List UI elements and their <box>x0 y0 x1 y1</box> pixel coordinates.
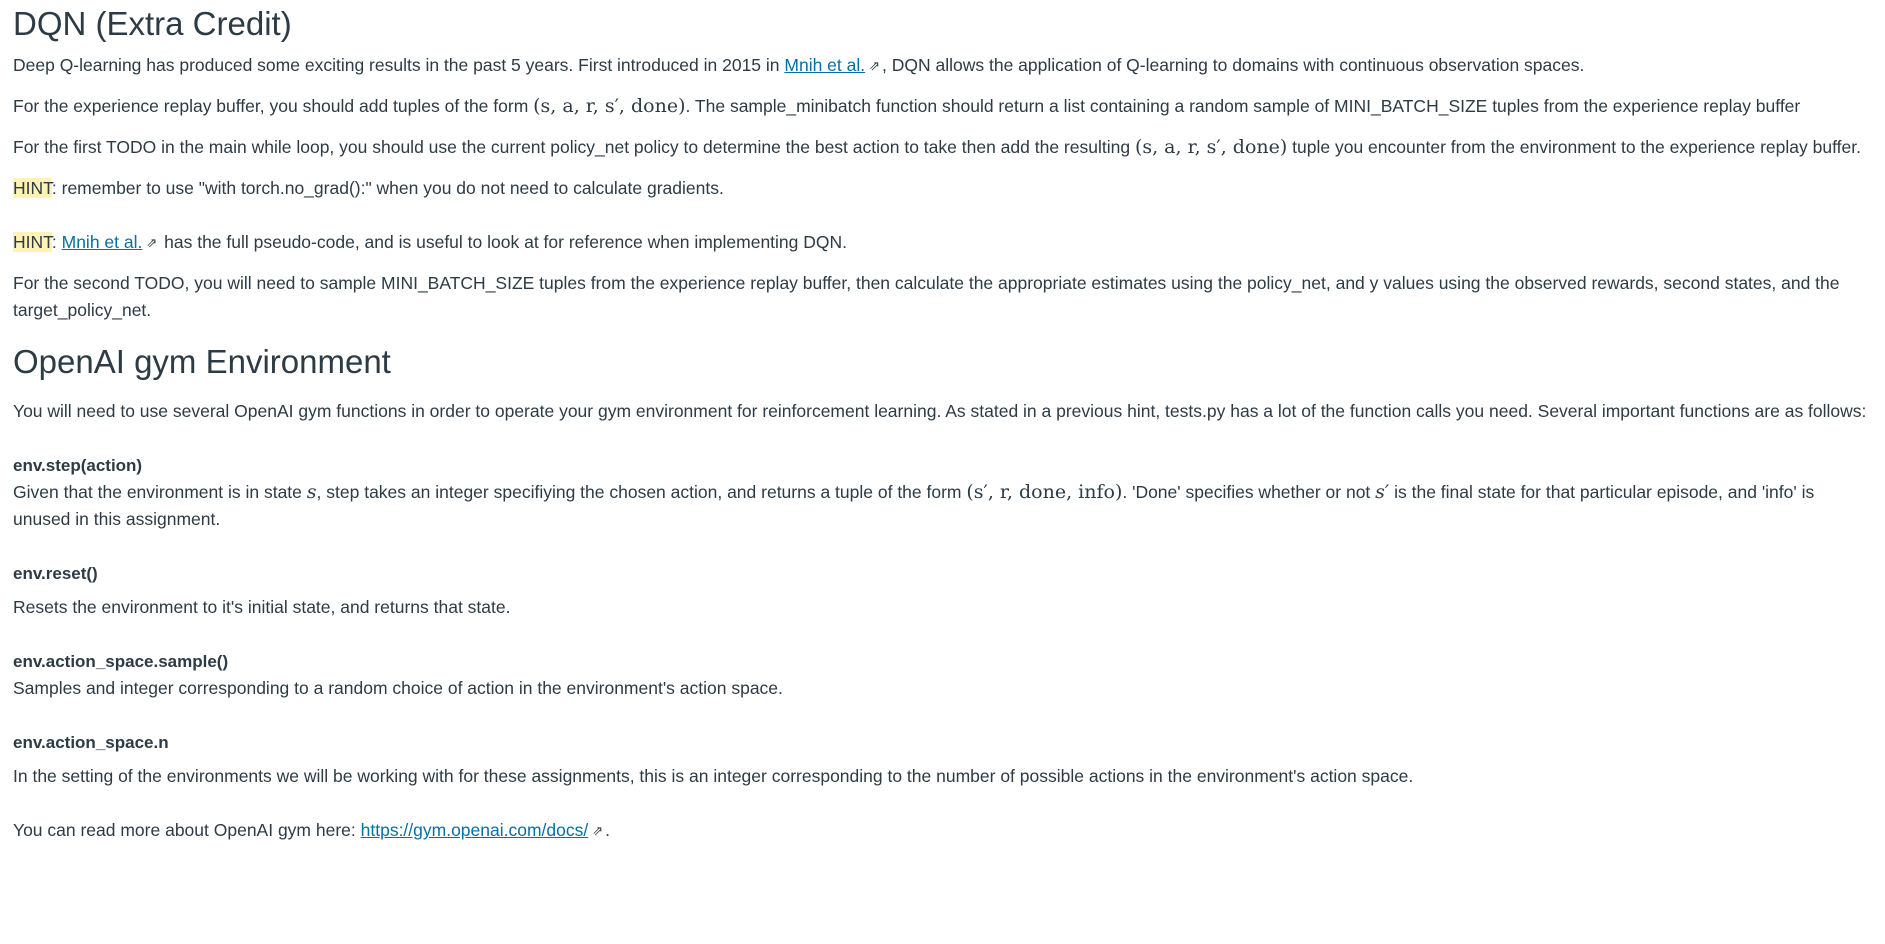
env-n-name: env.action_space.n <box>13 733 169 752</box>
second-todo-paragraph: For the second TODO, you will need to sample MINI_BATCH_SIZE tuples from the experience replay buffer, then calculate the appropriate estimates using the policy_net, and y values using the observed rewards, second states, and the target_policy_net. <box>13 273 1840 320</box>
gym-heading: OpenAI gym Environment <box>13 343 391 380</box>
dqn-intro-paragraph <box>13 52 1873 79</box>
env-sample-block <box>13 648 1873 702</box>
external-link-icon: ⇗ <box>146 235 158 250</box>
env-step-text-b: , step takes an integer specifiying the chosen action, and returns a tuple of the form <box>316 482 967 502</box>
read-more-text-b: . <box>605 820 611 840</box>
env-n-desc: In the setting of the environments we will be working with for these assignments, this is an integer corresponding to the number of possible actions in the environment's action space. <box>13 766 1414 786</box>
replay-buffer-paragraph <box>13 93 1873 120</box>
env-step-name: env.step(action) <box>13 456 143 475</box>
hint2-colon: : <box>51 232 62 252</box>
external-link-icon: ⇗ <box>592 823 604 838</box>
hint-no-grad-paragraph <box>13 175 1873 202</box>
env-step-text-c: . 'Done' specifies whether or not <box>1122 482 1376 502</box>
assignment-content <box>13 0 1873 858</box>
first-todo-paragraph <box>13 134 1873 161</box>
hint-pseudocode-paragraph <box>13 229 1873 256</box>
env-sample-name: env.action_space.sample() <box>13 652 229 671</box>
mnih-link-hint[interactable]: Mnih et al. <box>61 232 143 252</box>
todo1-text-a: For the first TODO in the main while loop, you should use the current policy_net policy to determine the best action to take then add the resulting <box>13 137 1135 157</box>
todo1-tuple-math: (s, a, r, s′, done) <box>1134 136 1288 158</box>
env-reset-name: env.reset() <box>13 564 98 583</box>
mnih-link[interactable]: Mnih et al. <box>784 55 866 75</box>
hint-label: HINT <box>13 178 52 198</box>
env-n-block <box>13 729 1873 756</box>
todo1-text-b: tuple you encounter from the environment to the experience replay buffer. <box>1287 137 1861 157</box>
replay-tuple-math: (s, a, r, s′, done) <box>533 95 686 117</box>
state-s-math: s <box>306 481 317 503</box>
env-step-text-d: is the final state for that particular episode, and 'info' is unused in this assignment. <box>13 482 1815 529</box>
hint-label: HINT <box>13 232 52 252</box>
dqn-heading: DQN (Extra Credit) <box>13 5 292 42</box>
env-sample-desc: Samples and integer corresponding to a random choice of action in the environment's action space. <box>13 678 783 698</box>
step-return-tuple-math: (s′, r, done, info) <box>966 481 1123 503</box>
env-step-text-a: Given that the environment is in state <box>13 482 307 502</box>
env-step-block <box>13 452 1873 533</box>
read-more-paragraph <box>13 817 1873 844</box>
replay-text-a: For the experience replay buffer, you should add tuples of the form <box>13 96 534 116</box>
external-link-icon: ⇗ <box>869 58 881 73</box>
dqn-intro-text-b: , DQN allows the application of Q-learning to domains with continuous observation spaces. <box>882 55 1585 75</box>
dqn-intro-text-a: Deep Q-learning has produced some exciting results in the past 5 years. First introduced in 2015 in <box>13 55 785 75</box>
env-reset-block <box>13 560 1873 587</box>
gym-intro-paragraph: You will need to use several OpenAI gym functions in order to operate your gym environment for reinforcement learning. As stated in a previous hint, tests.py has a lot of the function calls you need. Several important functions are as follows: <box>13 401 1867 421</box>
gym-docs-link[interactable]: https://gym.openai.com/docs/ <box>360 820 589 840</box>
state-s-prime-math: s′ <box>1375 481 1390 503</box>
hint1-text: : remember to use "with torch.no_grad():" when you do not need to calculate gradients. <box>51 178 724 198</box>
replay-text-b: . The sample_minibatch function should return a list containing a random sample of MINI_BATCH_SIZE tuples from the experience replay buffer <box>685 96 1801 116</box>
env-reset-desc: Resets the environment to it's initial state, and returns that state. <box>13 597 511 617</box>
hint2-text: has the full pseudo-code, and is useful to look at for reference when implementing DQN. <box>159 232 848 252</box>
read-more-text-a: You can read more about OpenAI gym here: <box>13 820 361 840</box>
